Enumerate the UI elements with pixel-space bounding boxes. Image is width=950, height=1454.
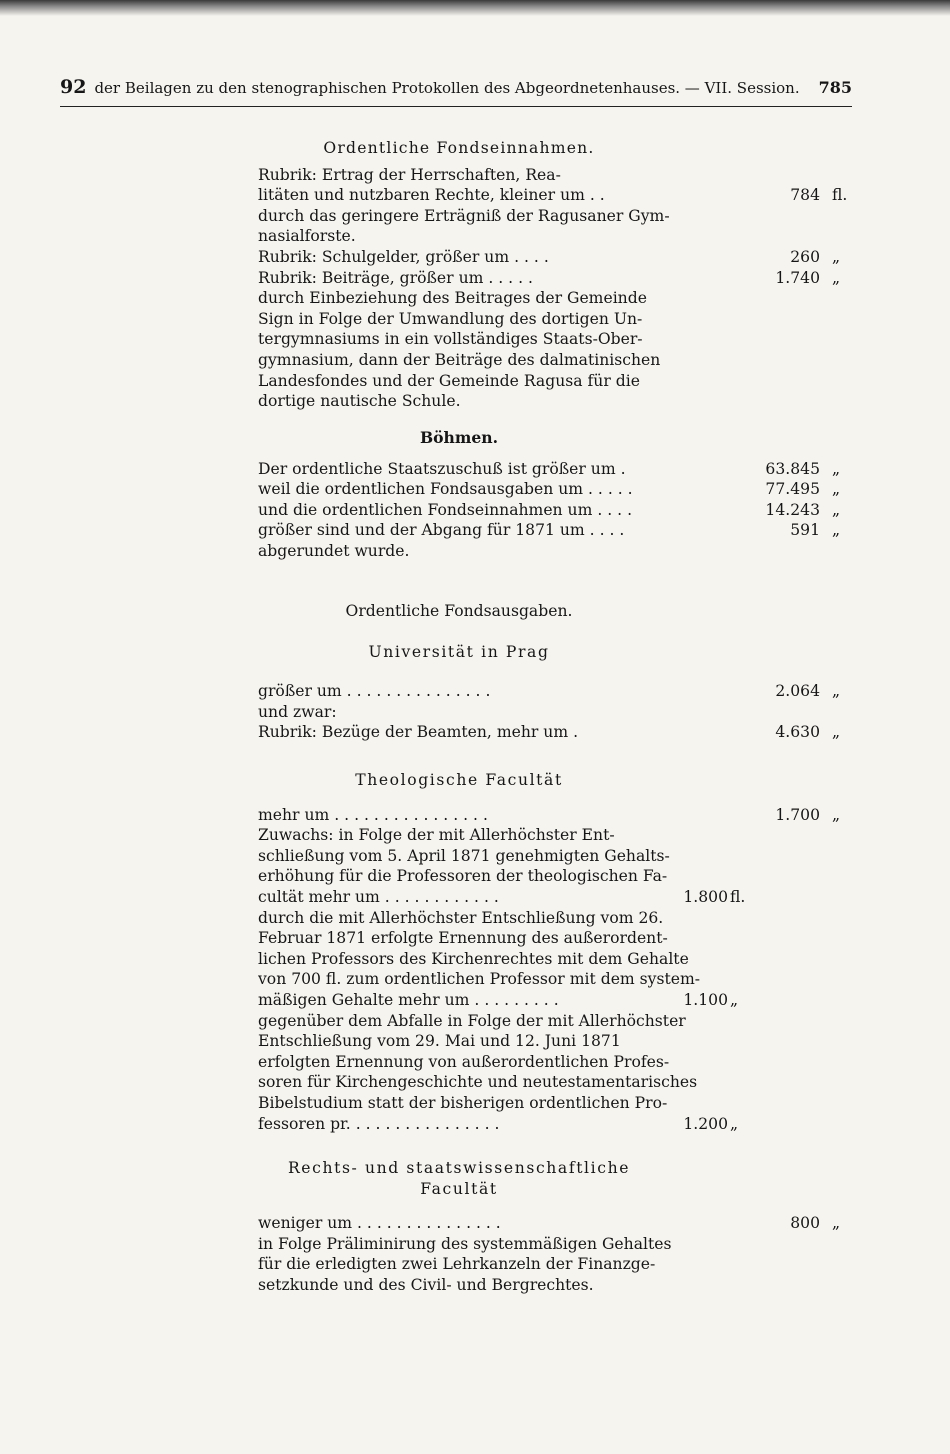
text-line	[258, 1234, 850, 1255]
line-text: und zwar:	[258, 702, 337, 721]
text-line	[258, 371, 850, 392]
line-text: mehr um . . . . . . . . . . . . . . . .	[258, 805, 488, 824]
line-text: erfolgten Ernennung von außerordentlichen Profes-	[258, 1052, 670, 1071]
amount: 2.064	[775, 682, 820, 701]
text-line	[258, 541, 850, 562]
section-heading: Ordentliche Fondsausgaben.	[345, 602, 573, 620]
amount: 63.845	[765, 459, 820, 478]
amount-unit: „	[832, 521, 841, 540]
line-text: tergymnasiums in ein vollständiges Staats-Ober-	[258, 330, 643, 349]
sub-amount: 1.800	[683, 887, 728, 906]
sub-amount-unit: fl.	[730, 887, 746, 906]
amount-unit: „	[832, 268, 841, 287]
amount: 1.740	[775, 268, 820, 287]
line-text: soren für Kirchengeschichte und neutestamentarisches	[258, 1073, 698, 1092]
section-rechts-facultaet	[258, 1158, 850, 1296]
sub-amount-unit: „	[730, 1114, 739, 1133]
text-line	[258, 1031, 850, 1052]
sub-amount-unit: „	[730, 990, 739, 1009]
text-line	[258, 928, 850, 949]
line-text: lichen Professors des Kirchenrechtes mit dem Gehalte	[258, 949, 689, 968]
text-line	[258, 350, 850, 371]
section-boehmen	[258, 428, 850, 562]
line-text: und die ordentlichen Fondseinnahmen um . . . .	[258, 500, 633, 519]
section-fondseinnahmen	[258, 138, 850, 412]
page-header	[60, 76, 852, 107]
text-line	[258, 459, 850, 480]
text-line	[258, 949, 850, 970]
line-text: Bibelstudium statt der bisherigen ordentlichen Pro-	[258, 1093, 668, 1112]
line-text: für die erledigten zwei Lehrkanzeln der Finanzge-	[258, 1255, 656, 1274]
text-line	[258, 329, 850, 350]
section-lines	[258, 681, 850, 743]
amount-unit: „	[832, 682, 841, 701]
line-text: weniger um . . . . . . . . . . . . . . .	[258, 1214, 501, 1233]
line-text: schließung vom 5. April 1871 genehmigten Gehalts-	[258, 846, 670, 865]
text-line	[258, 1114, 850, 1135]
line-text: weil die ordentlichen Fondsausgaben um . . . . .	[258, 480, 633, 499]
text-line	[258, 681, 850, 702]
amount: 591	[790, 521, 820, 540]
line-text: Zuwachs: in Folge der mit Allerhöchster Ent-	[258, 826, 615, 845]
text-line	[258, 825, 850, 846]
line-text: litäten und nutzbaren Rechte, kleiner um . .	[258, 186, 605, 205]
amount-unit: „	[832, 247, 841, 266]
amount-unit: „	[832, 480, 841, 499]
section-lines	[258, 459, 850, 562]
text-line	[258, 887, 850, 908]
amount-unit: „	[832, 1214, 841, 1233]
line-text: mäßigen Gehalte mehr um . . . . . . . . .	[258, 990, 559, 1009]
text-line	[258, 165, 850, 186]
text-line	[258, 1072, 850, 1093]
text-line	[258, 479, 850, 500]
text-line	[258, 520, 850, 541]
amount-unit: „	[832, 500, 841, 519]
line-text: Rubrik: Ertrag der Herrschaften, Rea-	[258, 165, 561, 184]
text-line	[258, 500, 850, 521]
section-heading: Böhmen.	[419, 428, 499, 447]
text-line	[258, 226, 850, 247]
appendix-number: 92	[60, 76, 87, 98]
text-line	[258, 1213, 850, 1234]
line-text: Rubrik: Schulgelder, größer um . . . .	[258, 247, 549, 266]
amount-unit: fl.	[832, 186, 848, 205]
text-line	[258, 247, 850, 268]
line-text: durch Einbeziehung des Beitrages der Gemeinde	[258, 289, 647, 308]
amount: 77.495	[765, 480, 820, 499]
text-line	[258, 206, 850, 227]
amount-unit: „	[832, 805, 841, 824]
page-number: 785	[818, 78, 852, 97]
line-text: Februar 1871 erfolgte Ernennung des außerordent-	[258, 929, 668, 948]
amount: 800	[790, 1214, 820, 1233]
text-line	[258, 268, 850, 289]
line-text: dortige nautische Schule.	[258, 392, 461, 411]
text-line	[258, 805, 850, 826]
line-text: Der ordentliche Staatszuschuß ist größer um .	[258, 459, 626, 478]
line-text: in Folge Präliminirung des systemmäßigen Gehaltes	[258, 1234, 672, 1253]
text-line	[258, 990, 850, 1011]
text-line	[258, 1052, 850, 1073]
text-line	[258, 185, 850, 206]
line-text: gymnasium, dann der Beiträge des dalmatinischen	[258, 350, 661, 369]
sub-amount: 1.100	[683, 990, 728, 1009]
amount: 260	[790, 247, 820, 266]
text-line	[258, 846, 850, 867]
text-line	[258, 969, 850, 990]
text-line	[258, 908, 850, 929]
section-lines	[258, 165, 850, 412]
amount: 4.630	[775, 723, 820, 742]
line-text: cultät mehr um . . . . . . . . . . . .	[258, 887, 499, 906]
line-text: abgerundet wurde.	[258, 541, 410, 560]
sub-amount: 1.200	[683, 1114, 728, 1133]
line-text: nasialforste.	[258, 227, 356, 246]
section-theologische-facultaet	[258, 770, 850, 1134]
amount: 14.243	[765, 500, 820, 519]
text-line	[258, 1093, 850, 1114]
line-text: durch die mit Allerhöchster Entschließung vom 26.	[258, 908, 664, 927]
section-heading-line2: Facultät	[420, 1179, 498, 1198]
section-fondsausgaben	[258, 601, 850, 743]
scan-edge-shadow	[0, 0, 950, 16]
text-line	[258, 1254, 850, 1275]
line-text: setzkunde und des Civil- und Bergrechtes.	[258, 1275, 594, 1294]
line-text: durch das geringere Erträgniß der Ragusaner Gym-	[258, 206, 670, 225]
line-text: Sign in Folge der Umwandlung des dortigen Un-	[258, 309, 643, 328]
text-line	[258, 309, 850, 330]
section-lines	[258, 1213, 850, 1295]
line-text: fessoren pr. . . . . . . . . . . . . . . .	[258, 1114, 500, 1133]
section-heading: Ordentliche Fondseinnahmen.	[323, 139, 595, 157]
line-text: Entschließung vom 29. Mai und 12. Juni 1871	[258, 1032, 621, 1051]
line-text: erhöhung für die Professoren der theologischen Fa-	[258, 867, 668, 886]
line-text: größer um . . . . . . . . . . . . . . .	[258, 682, 491, 701]
line-text: von 700 fl. zum ordentlichen Professor mit dem system-	[258, 970, 701, 989]
text-line	[258, 722, 850, 743]
text-line	[258, 702, 850, 723]
line-text: Rubrik: Beiträge, größer um . . . . .	[258, 268, 533, 287]
line-text: Landesfondes und der Gemeinde Ragusa für die	[258, 371, 640, 390]
line-text: Rubrik: Bezüge der Beamten, mehr um .	[258, 723, 579, 742]
running-title: der Beilagen zu den stenographischen Protokollen des Abgeordnetenhauses. — VII. Session.	[94, 79, 800, 97]
line-text: größer sind und der Abgang für 1871 um . . . .	[258, 521, 625, 540]
text-line	[258, 1011, 850, 1032]
amount-unit: „	[832, 723, 841, 742]
text-line	[258, 391, 850, 412]
amount-unit: „	[832, 459, 841, 478]
amount: 784	[790, 186, 820, 205]
text-line	[258, 288, 850, 309]
text-line	[258, 1275, 850, 1296]
line-text: gegenüber dem Abfalle in Folge der mit Allerhöchster	[258, 1011, 686, 1030]
section-lines	[258, 805, 850, 1135]
section-subheading: Universität in Prag	[368, 642, 550, 661]
section-heading: Theologische Facultät	[355, 771, 563, 789]
section-heading: Rechts- und staatswissenschaftliche	[287, 1159, 631, 1177]
text-line	[258, 866, 850, 887]
amount: 1.700	[775, 805, 820, 824]
